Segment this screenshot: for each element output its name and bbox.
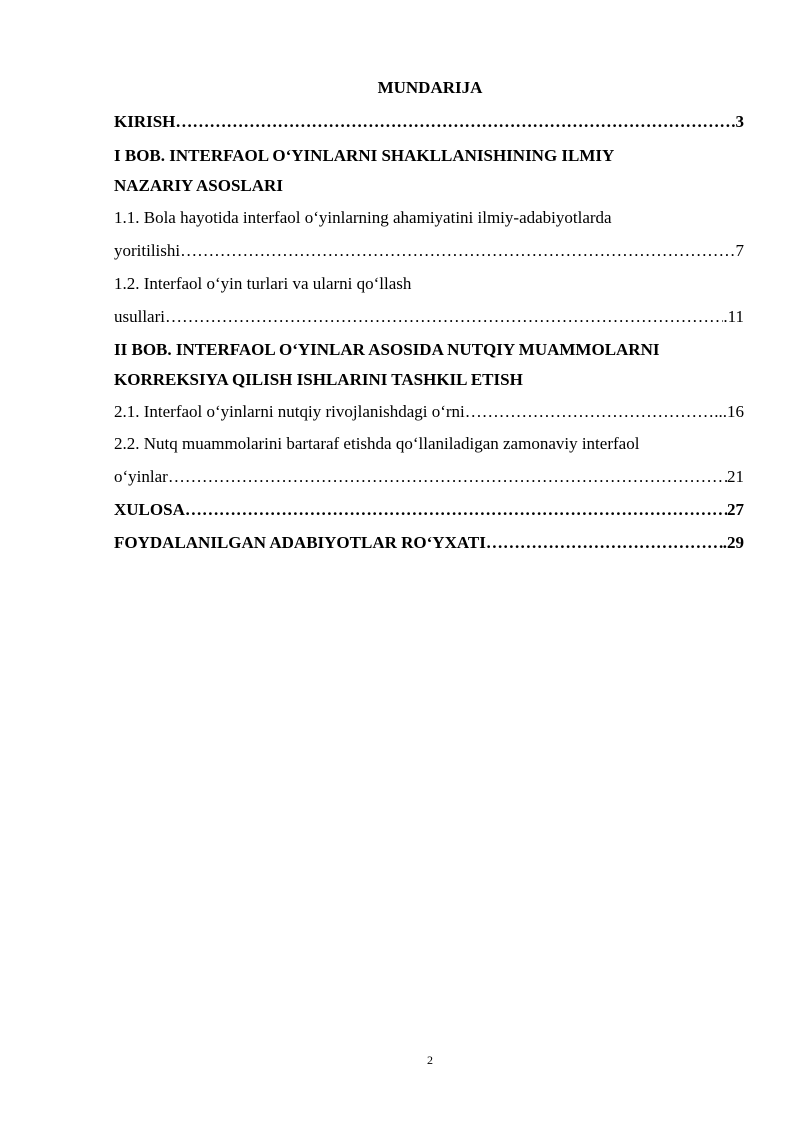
toc-page-number: .29 xyxy=(722,533,744,552)
toc-entry-label: usullari xyxy=(114,307,165,326)
toc-section-1-1-line-2[interactable] xyxy=(114,239,744,263)
toc-entry-xulosa[interactable] xyxy=(114,498,744,522)
toc-page-number: .11 xyxy=(723,307,744,326)
toc-chapter-1-line-2[interactable]: NAZARIY ASOSLARI xyxy=(114,176,283,195)
toc-leader-dots xyxy=(465,400,714,424)
toc-entry-label: XULOSA xyxy=(114,500,185,519)
toc-entry-label: KIRISH xyxy=(114,112,176,131)
toc-entry-label: yoritilishi xyxy=(114,241,181,260)
toc-leader-dots xyxy=(180,239,735,263)
toc-entry-label: FOYDALANILGAN ADABIYOTLAR RO‘YXATI xyxy=(114,533,486,552)
toc-page-number: 27 xyxy=(727,500,744,519)
page-number: 2 xyxy=(427,1053,433,1067)
toc-section-2-2-line-2[interactable] xyxy=(114,465,744,489)
toc-entry-references[interactable] xyxy=(114,531,744,555)
toc-section-2-2-line-1[interactable]: 2.2. Nutq muammolarini bartaraf etishda qo‘llaniladigan zamonaviy interfaol xyxy=(114,434,640,453)
toc-section-1-2-line-2[interactable] xyxy=(114,305,744,329)
page-title: MUNDARIJA xyxy=(377,78,483,97)
toc-section-1-1-line-1[interactable]: 1.1. Bola hayotida interfaol o‘yinlarning ahamiyatini ilmiy-adabiyotlarda xyxy=(114,208,612,227)
toc-leader-dots xyxy=(185,498,727,522)
toc-chapter-1-line-1[interactable]: I BOB. INTERFAOL O‘YINLARNI SHAKLLANISHINING ILMIY xyxy=(114,146,615,165)
toc-chapter-2-line-2[interactable]: KORREKSIYA QILISH ISHLARINI TASHKIL ETISH xyxy=(114,370,523,389)
toc-section-1-2-line-1[interactable]: 1.2. Interfaol o‘yin turlari va ularni qo‘llash xyxy=(114,274,412,293)
toc-chapter-2-line-1[interactable]: II BOB. INTERFAOL O‘YINLAR ASOSIDA NUTQIY MUAMMOLARNI xyxy=(114,340,660,359)
toc-entry-label: o‘yinlar xyxy=(114,467,168,486)
toc-leader-dots xyxy=(175,110,731,134)
toc-entry-label: 2.1. Interfaol o‘yinlarni nutqiy rivojlanishdagi o‘rni xyxy=(114,402,465,421)
toc-page-number: 7 xyxy=(735,241,744,260)
toc-page-number: ...16 xyxy=(714,402,744,421)
toc-entry-kirish[interactable] xyxy=(114,110,744,134)
toc-section-2-1[interactable] xyxy=(114,400,744,424)
toc-page-number: .3 xyxy=(731,112,744,131)
toc-leader-dots xyxy=(486,531,723,555)
toc-leader-dots xyxy=(168,465,727,489)
toc-page-number: 21 xyxy=(727,467,744,486)
toc-leader-dots xyxy=(165,305,723,329)
